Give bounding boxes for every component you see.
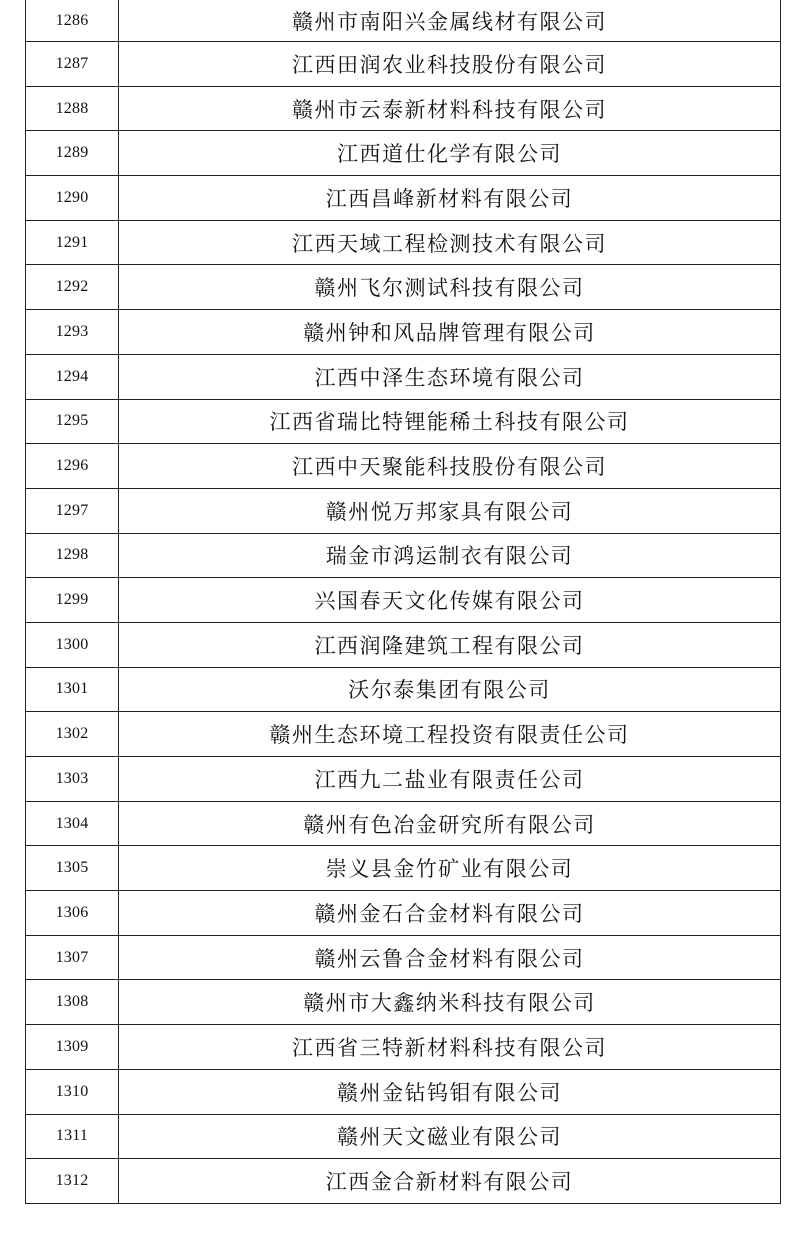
table-row [26, 399, 781, 444]
row-number: 1292 [26, 265, 119, 310]
row-number: 1307 [26, 935, 119, 980]
company-name: 赣州金石合金材料有限公司 [119, 891, 781, 936]
company-name: 赣州市云泰新材料科技有限公司 [119, 86, 781, 131]
table-row [26, 712, 781, 757]
table-row [26, 578, 781, 623]
company-name: 赣州市南阳兴金属线材有限公司 [119, 0, 781, 42]
company-name: 赣州生态环境工程投资有限责任公司 [119, 712, 781, 757]
table-row [26, 1159, 781, 1204]
table-row [26, 0, 781, 42]
table-row [26, 488, 781, 533]
table-row [26, 86, 781, 131]
row-number: 1302 [26, 712, 119, 757]
company-name: 江西昌峰新材料有限公司 [119, 176, 781, 221]
row-number: 1298 [26, 533, 119, 578]
company-name: 赣州金钻钨钼有限公司 [119, 1069, 781, 1114]
company-name: 江西润隆建筑工程有限公司 [119, 622, 781, 667]
table-row [26, 622, 781, 667]
table-row [26, 533, 781, 578]
row-number: 1291 [26, 220, 119, 265]
company-name: 瑞金市鸿运制衣有限公司 [119, 533, 781, 578]
row-number: 1289 [26, 131, 119, 176]
company-name: 江西道仕化学有限公司 [119, 131, 781, 176]
row-number: 1290 [26, 176, 119, 221]
row-number: 1308 [26, 980, 119, 1025]
company-name: 崇义县金竹矿业有限公司 [119, 846, 781, 891]
company-list-document [25, 0, 781, 1204]
company-name: 赣州飞尔测试科技有限公司 [119, 265, 781, 310]
company-table [25, 0, 781, 1204]
table-row [26, 1114, 781, 1159]
table-row [26, 846, 781, 891]
company-name: 赣州有色冶金研究所有限公司 [119, 801, 781, 846]
row-number: 1296 [26, 444, 119, 489]
table-row [26, 131, 781, 176]
company-name: 江西金合新材料有限公司 [119, 1159, 781, 1204]
row-number: 1293 [26, 310, 119, 355]
company-name: 江西天域工程检测技术有限公司 [119, 220, 781, 265]
table-row [26, 1025, 781, 1070]
company-name: 赣州市大鑫纳米科技有限公司 [119, 980, 781, 1025]
company-name: 江西中泽生态环境有限公司 [119, 354, 781, 399]
company-name: 江西中天聚能科技股份有限公司 [119, 444, 781, 489]
company-name: 兴国春天文化传媒有限公司 [119, 578, 781, 623]
table-row [26, 667, 781, 712]
table-row [26, 980, 781, 1025]
row-number: 1305 [26, 846, 119, 891]
table-row [26, 42, 781, 87]
company-name: 江西田润农业科技股份有限公司 [119, 42, 781, 87]
row-number: 1300 [26, 622, 119, 667]
row-number: 1297 [26, 488, 119, 533]
table-row [26, 444, 781, 489]
table-row [26, 757, 781, 802]
row-number: 1299 [26, 578, 119, 623]
company-name: 赣州云鲁合金材料有限公司 [119, 935, 781, 980]
row-number: 1311 [26, 1114, 119, 1159]
company-name: 江西省瑞比特锂能稀土科技有限公司 [119, 399, 781, 444]
row-number: 1301 [26, 667, 119, 712]
company-name: 赣州钟和风品牌管理有限公司 [119, 310, 781, 355]
row-number: 1303 [26, 757, 119, 802]
table-row [26, 176, 781, 221]
row-number: 1309 [26, 1025, 119, 1070]
table-row [26, 891, 781, 936]
table-row [26, 310, 781, 355]
row-number: 1295 [26, 399, 119, 444]
company-table-body [26, 0, 781, 1203]
company-name: 江西九二盐业有限责任公司 [119, 757, 781, 802]
table-row [26, 1069, 781, 1114]
company-name: 沃尔泰集团有限公司 [119, 667, 781, 712]
row-number: 1286 [26, 0, 119, 42]
row-number: 1287 [26, 42, 119, 87]
row-number: 1288 [26, 86, 119, 131]
row-number: 1312 [26, 1159, 119, 1204]
table-row [26, 801, 781, 846]
row-number: 1306 [26, 891, 119, 936]
company-name: 赣州悦万邦家具有限公司 [119, 488, 781, 533]
company-name: 江西省三特新材料科技有限公司 [119, 1025, 781, 1070]
row-number: 1294 [26, 354, 119, 399]
company-name: 赣州天文磁业有限公司 [119, 1114, 781, 1159]
row-number: 1304 [26, 801, 119, 846]
row-number: 1310 [26, 1069, 119, 1114]
table-row [26, 220, 781, 265]
table-row [26, 354, 781, 399]
table-row [26, 935, 781, 980]
table-row [26, 265, 781, 310]
